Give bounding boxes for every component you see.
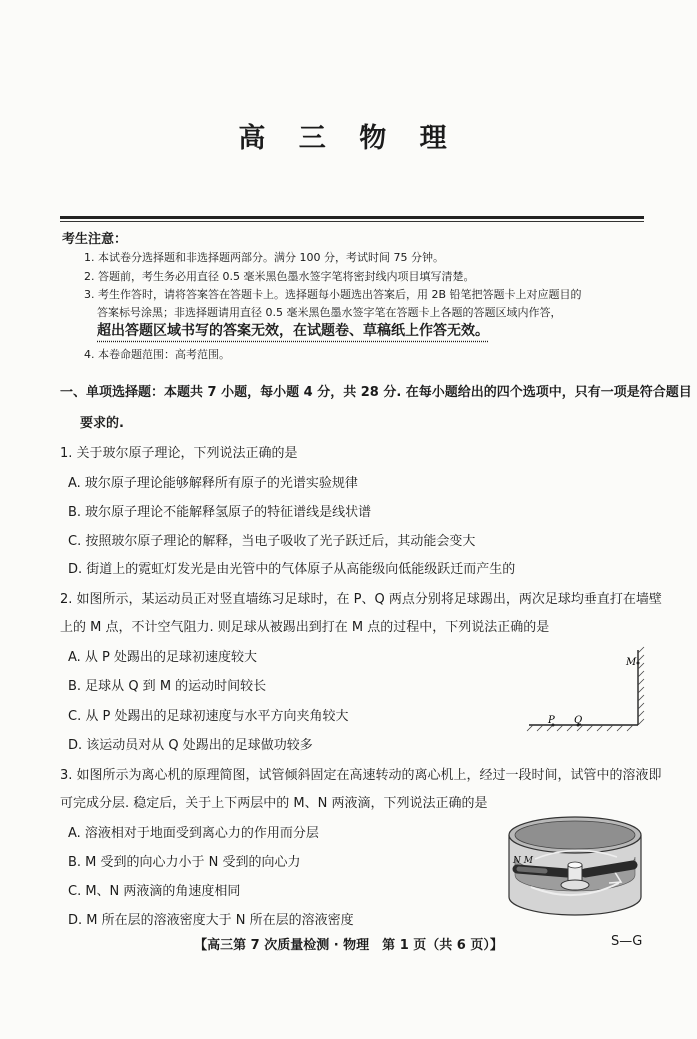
page-title: 高 三 物 理 xyxy=(238,123,459,154)
test-tube-left-layer xyxy=(519,869,545,871)
notice-heading: 考生注意： xyxy=(62,232,128,247)
notice-item-1: 1. 本试卷分选择题和非选择题两部分。满分 100 分，考试时间 75 分钟。 xyxy=(84,251,444,264)
centrifuge-base xyxy=(561,880,589,890)
centrifuge-cap xyxy=(568,862,582,868)
question-1-option-a: A. 玻尔原子理论能够解释所有原子的光谱实验规律 xyxy=(68,476,358,491)
notice-item-3: 3. 考生作答时，请将答案答在答题卡上。选择题每小题选出答案后，用 2B 铅笔把答题卡上对应题目的 xyxy=(84,288,582,301)
question-1-option-c: C. 按照玻尔原子理论的解释，当电子吸收了光子跃迁后，其动能会变大 xyxy=(68,534,476,549)
question-3-option-c: C. M、N 两液滴的角速度相同 xyxy=(68,884,241,899)
question-3-stem-2: 可完成分层. 稳定后，关于上下两层中的 M、N 两液滴，下列说法正确的是 xyxy=(60,796,488,811)
question-3-option-a: A. 溶液相对于地面受到离心力的作用而分层 xyxy=(68,826,319,841)
notice-item-4: 4. 本卷命题范围：高考范围。 xyxy=(84,348,230,361)
question-2-stem-1: 2. 如图所示，某运动员正对竖直墙练习足球时，在 P、Q 两点分别将足球踢出，两次足球均垂直打在墙壁 xyxy=(60,592,662,607)
question-1-option-d: D. 街道上的霓虹灯发光是由光管中的气体原子从高能级向低能级跃迁而产生的 xyxy=(68,562,516,577)
label-m: M xyxy=(626,657,637,668)
notice-warning: 超出答题区域书写的答案无效，在试题卷、草稿纸上作答无效。 xyxy=(97,323,489,339)
notice-item-2: 2. 答题前，考生务必用直径 0.5 毫米黑色墨水签字笔将密封线内项目填写清楚。 xyxy=(84,270,475,283)
question-3-option-b: B. M 受到的向心力小于 N 受到的向心力 xyxy=(68,855,301,870)
header-rule-thin xyxy=(60,221,644,222)
question-2-option-b: B. 足球从 Q 到 M 的运动时间较长 xyxy=(68,679,267,694)
question-2-figure xyxy=(525,645,650,740)
centrifuge-inner xyxy=(515,821,635,849)
label-q: Q xyxy=(574,715,583,726)
page-footer: 【高三第 7 次质量检测 · 物理 第 1 页（共 6 页）】 xyxy=(194,938,503,953)
question-3-option-d: D. M 所在层的溶液密度大于 N 所在层的溶液密度 xyxy=(68,913,354,928)
header-rule-thick xyxy=(60,216,644,219)
notice-item-3-cont: 答案标号涂黑；非选择题请用直径 0.5 毫米黑色墨水签字笔在答题卡上各题的答题区域内作答， xyxy=(97,306,562,319)
question-3-stem-1: 3. 如图所示为离心机的原理简图，试管倾斜固定在高速转动的离心机上，经过一段时间，试管中的溶液即 xyxy=(60,768,662,783)
question-1-stem: 1. 关于玻尔原子理论，下列说法正确的是 xyxy=(60,446,298,461)
centrifuge-figure xyxy=(505,813,645,921)
question-2-option-c: C. 从 P 处踢出的足球初速度与水平方向夹角较大 xyxy=(68,709,349,724)
section-heading-cont: 要求的. xyxy=(80,416,124,431)
question-1-option-b: B. 玻尔原子理论不能解释氢原子的特征谱线是线状谱 xyxy=(68,505,372,520)
paper-code: S—G xyxy=(611,934,643,949)
question-2-option-a: A. 从 P 处踢出的足球初速度较大 xyxy=(68,650,258,665)
label-nm: N M xyxy=(513,856,533,866)
question-2-option-d: D. 该运动员对从 Q 处踢出的足球做功较多 xyxy=(68,738,313,753)
section-heading: 一、单项选择题：本题共 7 小题，每小题 4 分，共 28 分. 在每小题给出的四个选项中，只有一项是符合题目 xyxy=(60,385,692,400)
point-m xyxy=(637,662,640,665)
wall-hatching xyxy=(638,647,644,725)
label-p: P xyxy=(548,715,555,726)
question-2-stem-2: 上的 M 点，不计空气阻力. 则足球从被踢出到打在 M 点的过程中，下列说法正确的是 xyxy=(60,620,550,635)
